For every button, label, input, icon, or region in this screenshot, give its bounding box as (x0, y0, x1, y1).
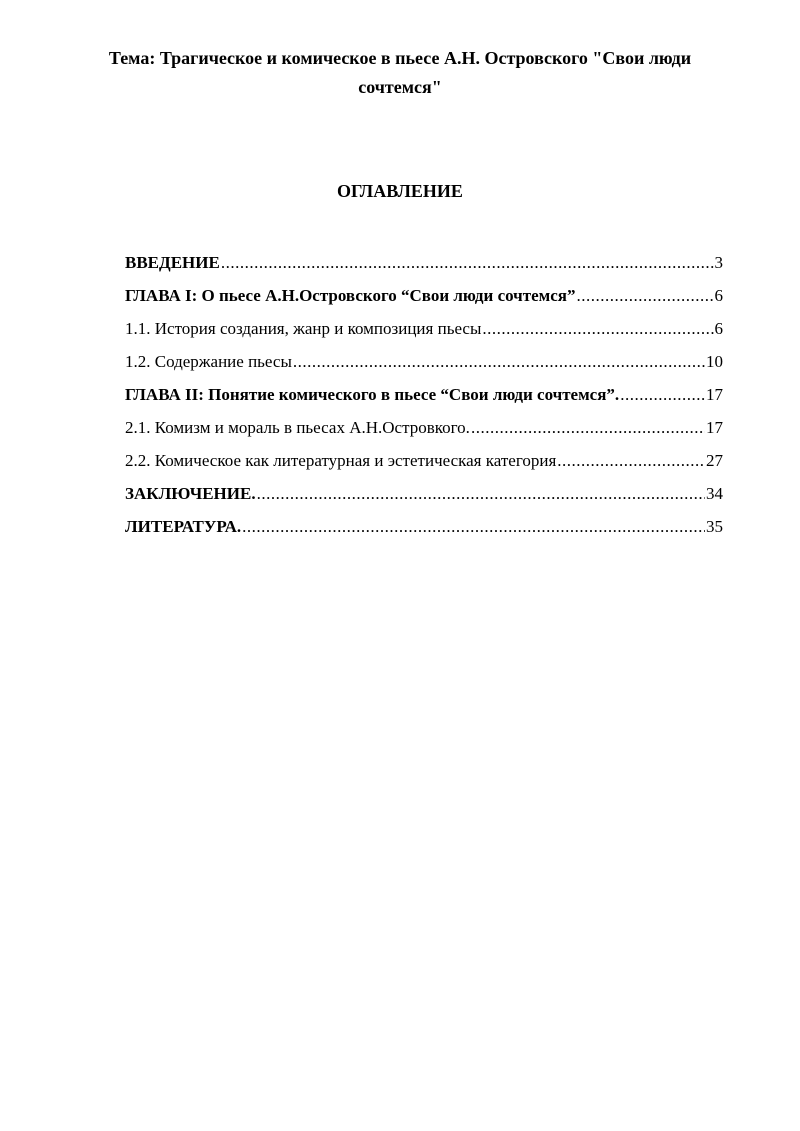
toc-dot-leader (257, 481, 705, 507)
toc-entry-label: 1.2. Содержание пьесы (125, 352, 292, 371)
toc-heading: ОГЛАВЛЕНИЕ (337, 181, 463, 201)
toc-dot-leader (620, 382, 705, 408)
toc-entry-label: 2.1. Комизм и мораль в пьесах А.Н.Островкого. (125, 418, 470, 437)
toc-entry-introduction[interactable] (125, 250, 723, 283)
toc-entry-label: ГЛАВА II: Понятие комического в пьесе “Свои люди сочтемся”. (125, 385, 620, 404)
toc-entry-page: 34 (706, 484, 723, 503)
toc-entry-section-2-2[interactable] (125, 448, 723, 481)
toc-entry-page: 6 (714, 286, 723, 305)
toc-entry-page: 6 (714, 319, 723, 338)
toc-entry-page: 17 (706, 385, 723, 404)
toc-dot-leader (242, 514, 705, 540)
toc-entry-section-2-1[interactable] (125, 415, 723, 448)
toc-entry-label: ЛИТЕРАТУРА. (125, 517, 242, 536)
toc-dot-leader (576, 283, 713, 309)
toc-dot-leader (221, 250, 714, 276)
document-title: Тема: Трагическое и комическое в пьесе А.Н. Островского "Свои люди сочтемся" (108, 48, 692, 97)
toc-entry-label: 2.2. Комическое как литературная и эстетическая категория (125, 451, 557, 470)
toc-dot-leader (482, 316, 713, 342)
toc-entry-page: 35 (706, 517, 723, 536)
toc-entry-chapter-2[interactable] (125, 382, 723, 415)
toc-entry-label: ГЛАВА I: О пьесе А.Н.Островского “Свои люди сочтемся” (125, 286, 576, 305)
toc-entry-label: ЗАКЛЮЧЕНИЕ. (125, 484, 256, 503)
toc-entry-label: ВВЕДЕНИЕ (125, 253, 220, 272)
toc-dot-leader (557, 448, 705, 474)
toc-dot-leader (471, 415, 705, 441)
toc-entry-section-1-2[interactable] (125, 349, 723, 382)
toc-entry-conclusion[interactable] (125, 481, 723, 514)
toc-dot-leader (293, 349, 705, 375)
toc-entry-label: 1.1. История создания, жанр и композиция пьесы (125, 319, 482, 338)
toc-entry-page: 27 (706, 451, 723, 470)
toc-entry-page: 3 (714, 253, 723, 272)
toc-entry-section-1-1[interactable] (125, 316, 723, 349)
table-of-contents (125, 250, 723, 547)
toc-entry-page: 10 (706, 352, 723, 371)
toc-entry-literature[interactable] (125, 514, 723, 547)
toc-entry-page: 17 (706, 418, 723, 437)
toc-entry-chapter-1[interactable] (125, 283, 723, 316)
